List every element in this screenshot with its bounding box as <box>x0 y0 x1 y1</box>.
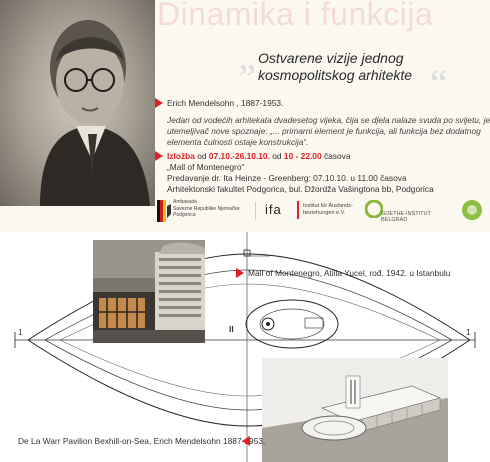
institut-text <box>303 203 353 217</box>
pavilion-model-illustration <box>262 358 448 462</box>
divider <box>255 202 256 220</box>
exhibition-hours: 10 - 22.00 <box>283 151 322 161</box>
red-marker-mall <box>236 268 244 278</box>
exhibition-mid: od <box>272 151 282 161</box>
caption-pavilion: De La Warr Pavilion Bexhill-on-Sea, Erich Mendelsohn 1887-1953. <box>18 436 266 446</box>
quote-open-mark: „ <box>238 33 261 78</box>
german-eagle-icon <box>157 200 171 222</box>
exhibition-line <box>167 151 351 162</box>
exhibition-dates: 07.10.-26.10.10. <box>208 151 270 161</box>
quote-line-1: Jedan od vodećih arhitekata dvadesetog vijeka, čija se djela nalaze svuda po svijetu, je <box>167 115 490 125</box>
institut-line-2: beziehungen e.V. <box>303 210 346 216</box>
embassy-line-1: Ambasada <box>173 199 197 205</box>
tagline <box>258 50 438 84</box>
logo-strip <box>155 197 490 227</box>
marker-left: 1 <box>18 327 23 337</box>
institut-line-1: Institut für Auslands- <box>303 203 353 209</box>
red-marker-pavilion <box>242 436 250 446</box>
page-title: Dinamika i funkcija <box>157 0 434 32</box>
exhibition-from: od <box>197 151 207 161</box>
venue: „Mall of Montenegro“ <box>167 162 245 172</box>
caption-mall: Mall of Montenegro, Atilla Yucel, rođ. 1942. u Istanbulu <box>248 268 451 278</box>
faculty-address: Arhitektonski fakultet Podgorica, bul. Džordža Vašingtona bb, Podgorica <box>167 184 434 194</box>
ifa-logo: ifa <box>265 202 282 217</box>
exhibition-label: Izložba <box>167 151 195 161</box>
architect-name: Erich Mendelsohn , 1887-1953. <box>167 98 284 108</box>
ifa-red-bar <box>297 201 299 219</box>
marker-right: 1 <box>466 327 471 337</box>
mall-photo <box>93 240 205 343</box>
mall-building-illustration <box>93 240 205 343</box>
red-marker-architect <box>155 98 163 108</box>
portrait-photo <box>0 0 155 206</box>
goethe-text <box>381 211 431 223</box>
red-marker-exhibit <box>155 151 163 161</box>
embassy-text <box>173 199 240 219</box>
quote-line-2: utemeljivač nove spoznaje: „... primarni element je funkcija, ali funkcija bez dodatnog <box>167 126 481 136</box>
marker-center: II <box>229 324 234 334</box>
tagline-line-1: Ostvarene vizije jednog <box>258 50 404 66</box>
pavilion-photo <box>262 358 448 462</box>
embassy-line-2: Savezne Republike Njemačke <box>173 205 240 212</box>
portrait-illustration <box>0 0 155 206</box>
lecture-info: Predavanje dr. Ita Heinze - Greenberg: 07.10.10. u 11.00 časova <box>167 173 407 183</box>
quote-line-3: elementa čulnosti ostaje konstrukcija“. <box>167 137 309 147</box>
green-emblem-icon <box>461 199 483 221</box>
exhibition-tail: časova <box>323 151 351 161</box>
quote-close-mark: “ <box>426 61 449 106</box>
goethe-line-2: BELGRAD <box>381 217 408 223</box>
tagline-line-2: kosmopolitskog arhitekte <box>258 67 413 83</box>
goethe-line-1: GOETHE-INSTITUT <box>381 211 431 217</box>
embassy-line-3: Podgorica <box>173 212 196 218</box>
